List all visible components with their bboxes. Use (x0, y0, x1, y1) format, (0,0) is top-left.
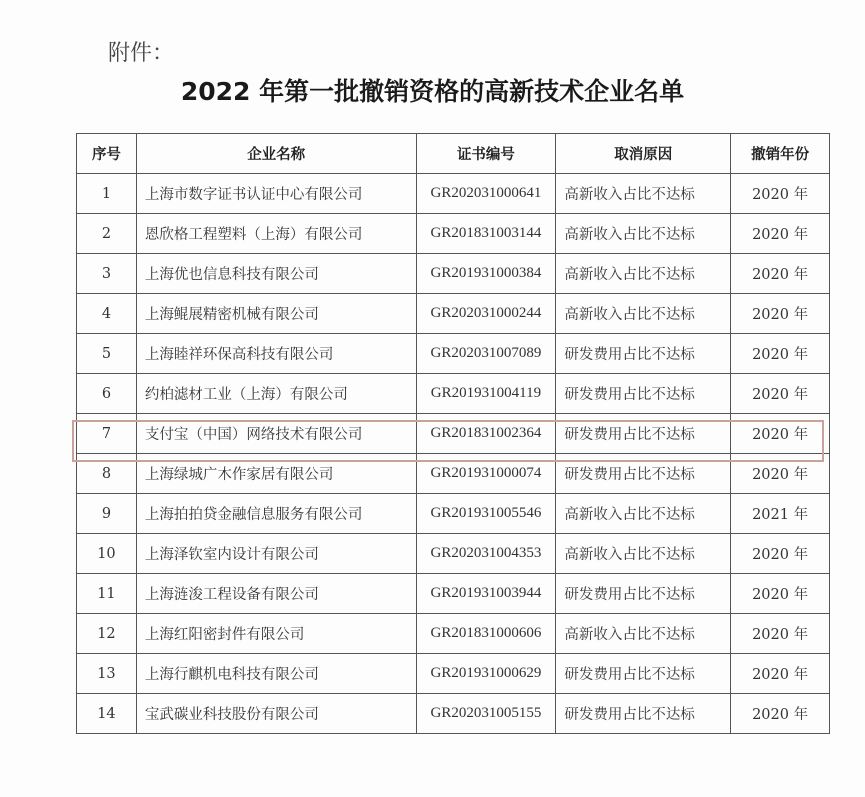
revoke-year: 2021 年 (731, 494, 830, 534)
revoke-year: 2020 年 (731, 454, 830, 494)
certificate-number: GR202031000641 (416, 174, 556, 214)
table-row (77, 454, 830, 494)
header-index: 序号 (77, 134, 137, 174)
row-index: 7 (77, 414, 137, 454)
row-index: 11 (77, 574, 137, 614)
table-row (77, 694, 830, 734)
cancel-reason: 高新收入占比不达标 (556, 254, 731, 294)
table-row (77, 534, 830, 574)
header-year: 撤销年份 (731, 134, 830, 174)
cancel-reason: 高新收入占比不达标 (556, 534, 731, 574)
row-index: 2 (77, 214, 137, 254)
company-name: 支付宝（中国）网络技术有限公司 (136, 414, 416, 454)
row-index: 8 (77, 454, 137, 494)
certificate-number: GR201831002364 (416, 414, 556, 454)
revoke-year: 2020 年 (731, 334, 830, 374)
table-row (77, 254, 830, 294)
header-company: 企业名称 (136, 134, 416, 174)
cancel-reason: 高新收入占比不达标 (556, 614, 731, 654)
row-index: 4 (77, 294, 137, 334)
revoke-year: 2020 年 (731, 374, 830, 414)
row-index: 12 (77, 614, 137, 654)
company-name: 宝武碳业科技股份有限公司 (136, 694, 416, 734)
certificate-number: GR202031007089 (416, 334, 556, 374)
certificate-number: GR201931000384 (416, 254, 556, 294)
revoke-year: 2020 年 (731, 614, 830, 654)
company-name: 上海行麒机电科技有限公司 (136, 654, 416, 694)
cancel-reason: 高新收入占比不达标 (556, 494, 731, 534)
table-row (77, 494, 830, 534)
certificate-number: GR202031004353 (416, 534, 556, 574)
row-index: 1 (77, 174, 137, 214)
cancel-reason: 高新收入占比不达标 (556, 214, 731, 254)
certificate-number: GR201931000629 (416, 654, 556, 694)
row-index: 3 (77, 254, 137, 294)
table-row (77, 174, 830, 214)
row-index: 14 (77, 694, 137, 734)
company-name: 上海红阳密封件有限公司 (136, 614, 416, 654)
table-header-row (77, 134, 830, 174)
certificate-number: GR202031005155 (416, 694, 556, 734)
row-index: 5 (77, 334, 137, 374)
company-name: 上海市数字证书认证中心有限公司 (136, 174, 416, 214)
table-row (77, 574, 830, 614)
table-row (77, 614, 830, 654)
revoke-year: 2020 年 (731, 214, 830, 254)
table-row (77, 414, 830, 454)
cancel-reason: 高新收入占比不达标 (556, 174, 731, 214)
table-row (77, 334, 830, 374)
table-row (77, 294, 830, 334)
company-name: 上海绿城广木作家居有限公司 (136, 454, 416, 494)
revoke-year: 2020 年 (731, 694, 830, 734)
certificate-number: GR201931000074 (416, 454, 556, 494)
row-index: 10 (77, 534, 137, 574)
cancel-reason: 研发费用占比不达标 (556, 334, 731, 374)
revoke-year: 2020 年 (731, 654, 830, 694)
header-certificate: 证书编号 (416, 134, 556, 174)
revoked-companies-table (76, 133, 830, 734)
cancel-reason: 研发费用占比不达标 (556, 694, 731, 734)
cancel-reason: 研发费用占比不达标 (556, 414, 731, 454)
company-name: 上海涟浚工程设备有限公司 (136, 574, 416, 614)
cancel-reason: 研发费用占比不达标 (556, 574, 731, 614)
certificate-number: GR201931005546 (416, 494, 556, 534)
revoke-year: 2020 年 (731, 414, 830, 454)
cancel-reason: 研发费用占比不达标 (556, 374, 731, 414)
revoke-year: 2020 年 (731, 174, 830, 214)
company-name: 约柏滤材工业（上海）有限公司 (136, 374, 416, 414)
row-index: 6 (77, 374, 137, 414)
company-name: 上海泽钦室内设计有限公司 (136, 534, 416, 574)
certificate-number: GR201931003944 (416, 574, 556, 614)
revoke-year: 2020 年 (731, 574, 830, 614)
company-name: 恩欣格工程塑料（上海）有限公司 (136, 214, 416, 254)
row-index: 9 (77, 494, 137, 534)
company-name: 上海优也信息科技有限公司 (136, 254, 416, 294)
company-name: 上海鲲展精密机械有限公司 (136, 294, 416, 334)
revoke-year: 2020 年 (731, 294, 830, 334)
page-title: 2022 年第一批撤销资格的高新技术企业名单 (180, 77, 685, 106)
attachment-label: 附件： (108, 41, 175, 66)
revoke-year: 2020 年 (731, 254, 830, 294)
certificate-number: GR201931004119 (416, 374, 556, 414)
table-row (77, 374, 830, 414)
cancel-reason: 研发费用占比不达标 (556, 654, 731, 694)
company-name: 上海拍拍贷金融信息服务有限公司 (136, 494, 416, 534)
cancel-reason: 高新收入占比不达标 (556, 294, 731, 334)
row-index: 13 (77, 654, 137, 694)
header-reason: 取消原因 (556, 134, 731, 174)
certificate-number: GR201831003144 (416, 214, 556, 254)
table-row (77, 214, 830, 254)
table-row (77, 654, 830, 694)
revoke-year: 2020 年 (731, 534, 830, 574)
certificate-number: GR202031000244 (416, 294, 556, 334)
company-name: 上海睦祥环保高科技有限公司 (136, 334, 416, 374)
certificate-number: GR201831000606 (416, 614, 556, 654)
cancel-reason: 研发费用占比不达标 (556, 454, 731, 494)
